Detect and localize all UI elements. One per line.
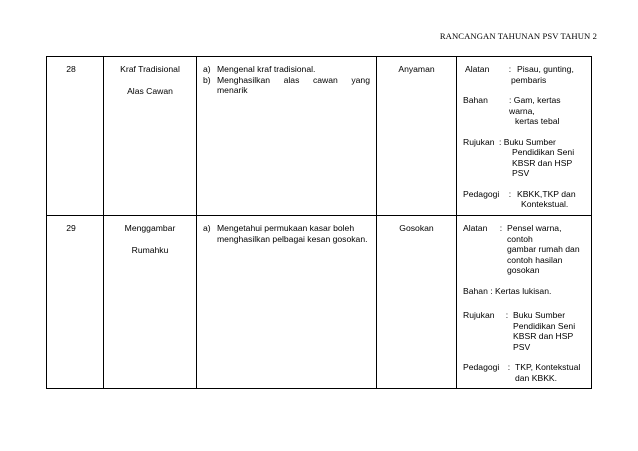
week-cell	[47, 57, 104, 216]
resource-key-pedagogi: Pedagogi	[463, 362, 500, 372]
topic-cell	[104, 216, 197, 389]
resource-val-rujukan: : Buku Sumber	[499, 136, 556, 147]
objectives-cell	[197, 216, 377, 389]
activity-cell	[377, 57, 457, 216]
resource-val-rujukan-cont: Pendidikan Seni	[512, 147, 575, 157]
resource-key-alatan: Alatan	[463, 223, 488, 233]
resource-val-pedagogi-cont: dan KBKK.	[515, 372, 558, 383]
resource-key-rujukan: Rujukan	[463, 310, 495, 320]
table-row	[47, 57, 592, 216]
resource-val-alatan-cont2: contoh hasilan	[507, 254, 563, 265]
resource-val-bahan: : Gam, kertas warna,	[509, 95, 561, 116]
resource-key-pedagogi: Pedagogi	[463, 188, 500, 199]
objective-item	[203, 223, 370, 244]
resource-val-rujukan-cont2: KBSR dan HSP PSV	[512, 157, 573, 178]
activity-text: Anyaman	[398, 64, 435, 74]
topic-subtitle: Rumahku	[131, 244, 169, 255]
objective-text: Menghasilkan alas cawan yang	[217, 74, 370, 85]
yearly-plan-table	[46, 56, 592, 389]
week-number: 29	[66, 223, 76, 233]
objective-text-cont: menarik	[217, 85, 248, 95]
resources-cell: Alatan : Pisau, gunting, pembaris Bahan : Gam, kertas warna, kertas tebal Rujukan : Buku Sumber Pendidikan Seni KBSR dan HSP PSV Pedagogi : KBKK,TKP dan Kontekstual.	[457, 57, 592, 216]
resource-val-alatan: Pensel warna, contoh	[507, 223, 562, 244]
objective-text: Mengenal kraf tradisional.	[217, 64, 316, 74]
topic-cell	[104, 57, 197, 216]
resource-bahan: Bahan : Kertas lukisan.	[463, 285, 552, 296]
week-number: 28	[66, 64, 76, 74]
table-row	[47, 216, 592, 389]
resource-key-rujukan: Rujukan	[463, 136, 495, 147]
resource-val-alatan-cont: pembaris	[511, 74, 547, 85]
resource-val-pedagogi-cont: Kontekstual.	[521, 199, 569, 209]
activity-text: Gosokan	[399, 223, 434, 233]
objective-label: b)	[203, 74, 211, 85]
resources-cell: Alatan : Pensel warna, contoh gambar rumah dan contoh hasilan gosokan Bahan : Kertas lukisan. Rujukan : Buku Sumber Pendidikan Seni KBSR dan HSP PSV Pedagogi : TKP, Kontekstual dan KBKK.	[457, 216, 592, 389]
objective-item	[203, 75, 370, 96]
resource-val-rujukan: Buku Sumber	[513, 310, 566, 320]
resource-val-alatan: Pisau, gunting,	[517, 64, 574, 74]
objective-text: Mengetahui permukaan kasar boleh	[217, 223, 355, 233]
resource-val-rujukan-cont2: KBSR dan HSP PSV	[513, 331, 574, 352]
resource-key-bahan: Bahan	[463, 95, 488, 105]
objective-text-cont: menghasilkan pelbagai kesan gosokan.	[217, 233, 368, 244]
resource-val-rujukan-cont: Pendidikan Seni	[513, 320, 576, 331]
objective-label: a)	[203, 223, 211, 233]
topic-title: Kraf Tradisional	[120, 64, 180, 74]
resource-val-alatan-cont: gambar rumah dan	[507, 244, 580, 254]
topic-subtitle: Alas Cawan	[127, 85, 173, 96]
activity-cell	[377, 216, 457, 389]
objectives-cell	[197, 57, 377, 216]
objectives-list	[197, 64, 376, 96]
objectives-list	[197, 223, 376, 244]
topic-title: Menggambar	[124, 223, 176, 233]
objective-item	[203, 64, 370, 75]
resource-val-pedagogi: TKP, Kontekstual	[515, 362, 581, 372]
resource-val-alatan-cont3: gosokan	[507, 265, 540, 275]
week-cell	[47, 216, 104, 389]
resource-val-bahan-cont: kertas tebal	[515, 116, 560, 126]
objective-label: a)	[203, 64, 211, 74]
resource-val-pedagogi: KBKK,TKP dan	[517, 188, 576, 199]
resource-key-alatan: Alatan	[465, 64, 490, 74]
document-header: RANCANGAN TAHUNAN PSV TAHUN 2	[439, 31, 597, 41]
